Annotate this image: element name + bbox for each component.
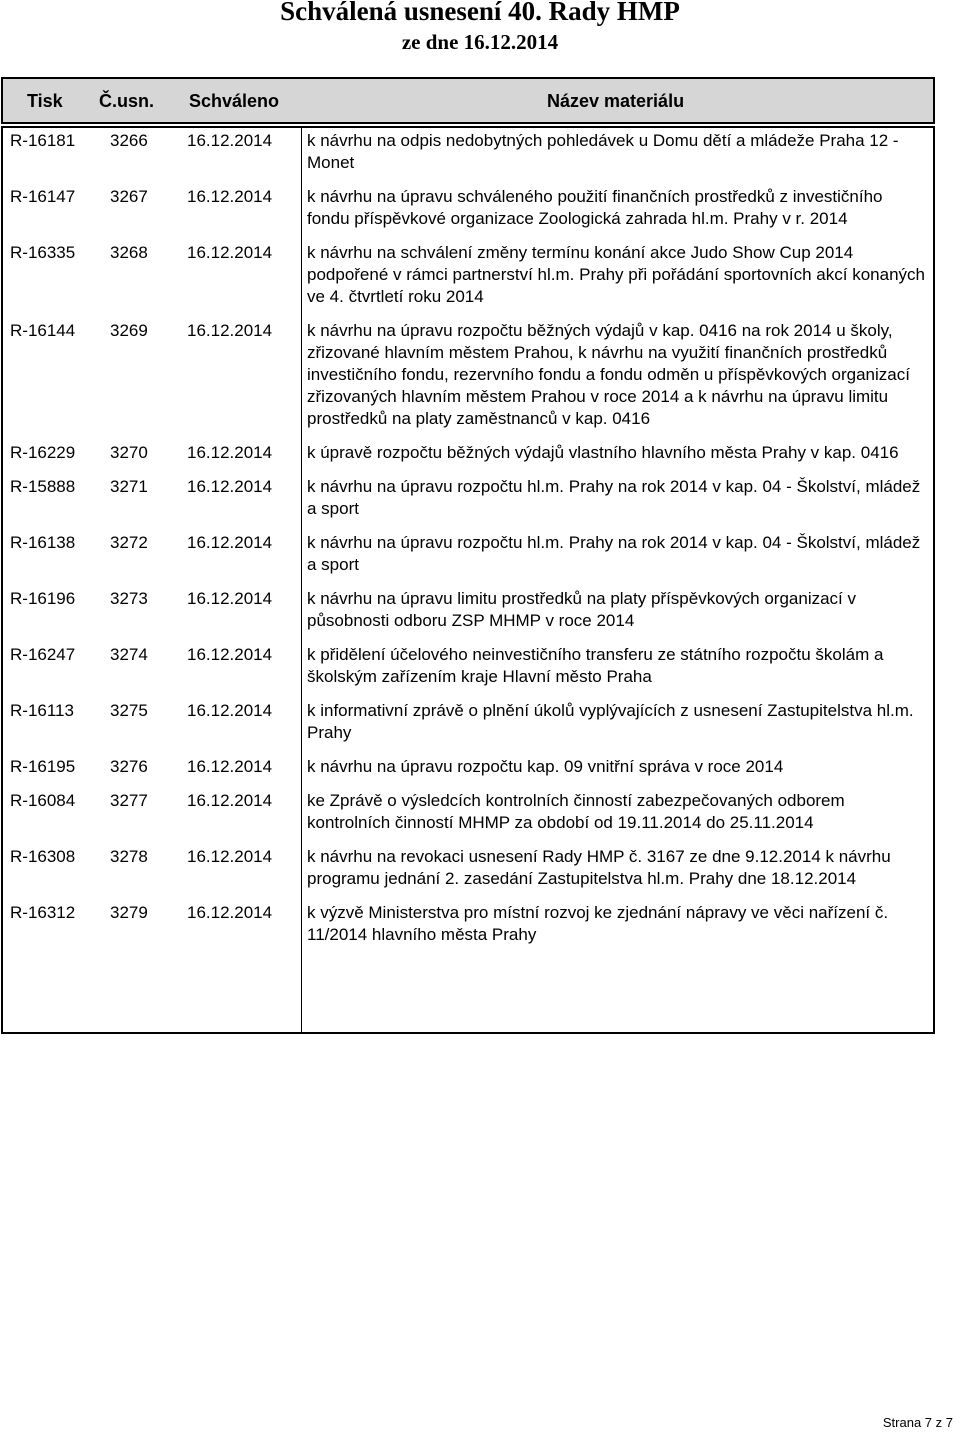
resolution-number: 3273 [110, 589, 148, 608]
table-row [1, 532, 935, 576]
table-row [1, 476, 935, 520]
table-row [1, 644, 935, 688]
resolution-number: 3271 [110, 477, 148, 496]
table-row [1, 902, 935, 946]
table-row [1, 186, 935, 230]
material-name: k informativní zprávě o plnění úkolů vyplývajících z usnesení Zastupitelstva hl.m. Prahy [307, 701, 914, 742]
approval-date: 16.12.2014 [187, 701, 273, 720]
tisk-number: R-16144 [10, 321, 76, 340]
resolution-number: 3268 [110, 243, 148, 262]
tisk-number: R-16247 [10, 645, 76, 664]
tisk-number: R-16113 [10, 701, 74, 720]
table-row [1, 790, 935, 834]
approval-date: 16.12.2014 [187, 243, 273, 262]
tisk-number: R-16138 [10, 533, 76, 552]
header-tisk: Tisk [27, 91, 63, 111]
table-body [1, 130, 935, 946]
tisk-number: R-16147 [10, 187, 76, 206]
table-header [1, 77, 935, 124]
table-row [1, 846, 935, 890]
table-row [1, 442, 935, 464]
material-name: k návrhu na schválení změny termínu konání akce Judo Show Cup 2014 podpořené v rámci partnerství hl.m. Prahy při pořádání sportovních akcí konaných ve 4. čtvrtletí roku 2014 [307, 243, 925, 306]
tisk-number: R-16084 [10, 791, 76, 810]
material-name: k návrhu na odpis nedobytných pohledávek u Domu dětí a mládeže Praha 12 - Monet [307, 131, 899, 172]
resolution-number: 3270 [110, 443, 148, 462]
material-name: k návrhu na úpravu rozpočtu hl.m. Prahy na rok 2014 v kap. 04 - Školství, mládež a sport [307, 533, 921, 574]
approval-date: 16.12.2014 [187, 791, 273, 810]
page-subtitle: ze dne 16.12.2014 [401, 30, 559, 54]
header-nazev: Název materiálu [547, 91, 685, 111]
approval-date: 16.12.2014 [187, 847, 273, 866]
resolution-number: 3272 [110, 533, 148, 552]
tisk-number: R-16196 [10, 589, 76, 608]
tisk-number: R-15888 [10, 477, 76, 496]
approval-date: 16.12.2014 [187, 477, 273, 496]
resolution-number: 3279 [110, 903, 148, 922]
material-name: k výzvě Ministerstva pro místní rozvoj ke zjednání nápravy ve věci nařízení č. 11/2014 hlavního města Prahy [307, 903, 889, 944]
approval-date: 16.12.2014 [187, 443, 273, 462]
resolution-number: 3275 [110, 701, 148, 720]
tisk-number: R-16195 [10, 757, 76, 776]
material-name: k návrhu na revokaci usnesení Rady HMP č. 3167 ze dne 9.12.2014 k návrhu programu jednání 2. zasedání Zastupitelstva hl.m. Prahy dne 18.12.2014 [307, 847, 891, 888]
approval-date: 16.12.2014 [187, 903, 273, 922]
approval-date: 16.12.2014 [187, 533, 273, 552]
material-name: k návrhu na úpravu limitu prostředků na platy příspěvkových organizací v působnosti odboru ZSP MHMP v roce 2014 [307, 589, 856, 630]
material-name: k návrhu na úpravu rozpočtu hl.m. Prahy na rok 2014 v kap. 04 - Školství, mládež a sport [307, 477, 921, 518]
page-title: Schválená usnesení 40. Rady HMP [280, 0, 680, 26]
approval-date: 16.12.2014 [187, 757, 273, 776]
material-name: k přidělení účelového neinvestičního transferu ze státního rozpočtu školám a školským zařízením kraje Hlavní město Praha [307, 645, 884, 686]
tisk-number: R-16312 [10, 903, 76, 922]
tisk-number: R-16229 [10, 443, 76, 462]
table-row [1, 320, 935, 430]
resolution-number: 3266 [110, 131, 148, 150]
resolution-number: 3276 [110, 757, 148, 776]
table-row [1, 756, 935, 778]
tisk-number: R-16308 [10, 847, 76, 866]
approval-date: 16.12.2014 [187, 187, 273, 206]
table-row [1, 588, 935, 632]
tisk-number: R-16181 [10, 131, 76, 150]
approval-date: 16.12.2014 [187, 321, 273, 340]
approval-date: 16.12.2014 [187, 131, 273, 150]
approval-date: 16.12.2014 [187, 589, 273, 608]
page-number: Strana 7 z 7 [882, 1415, 953, 1430]
header-cusn: Č.usn. [99, 91, 155, 111]
header-schvaleno: Schváleno [189, 91, 280, 111]
resolution-number: 3278 [110, 847, 148, 866]
tisk-number: R-16335 [10, 243, 76, 262]
resolution-number: 3274 [110, 645, 148, 664]
resolution-number: 3277 [110, 791, 148, 810]
material-name: k úpravě rozpočtu běžných výdajů vlastního hlavního města Prahy v kap. 0416 [307, 443, 899, 462]
material-name: k návrhu na úpravu rozpočtu kap. 09 vnitřní správa v roce 2014 [307, 757, 784, 776]
table-row [1, 130, 935, 174]
material-name: ke Zprávě o výsledcích kontrolních činností zabezpečovaných odborem kontrolních činností MHMP za období od 19.11.2014 do 25.11.2014 [307, 791, 845, 832]
table-row [1, 700, 935, 744]
approval-date: 16.12.2014 [187, 645, 273, 664]
resolution-number: 3267 [110, 187, 148, 206]
material-name: k návrhu na úpravu schváleného použití finančních prostředků z investičního fondu příspěvkové organizace Zoologická zahrada hl.m. Prahy v r. 2014 [307, 187, 883, 228]
resolution-number: 3269 [110, 321, 148, 340]
table-row [1, 242, 935, 308]
material-name: k návrhu na úpravu rozpočtu běžných výdajů v kap. 0416 na rok 2014 u školy, zřizované hlavním městem Prahou, k návrhu na využití finančních prostředků investičního fondu, rezervního fondu a fondu odměn u příspěvkových organizací zřizovaných hlavním městem Prahou v roce 2014 a k návrhu na úpravu limitu prostředků na platy zaměstnanců v kap. 0416 [307, 321, 910, 428]
